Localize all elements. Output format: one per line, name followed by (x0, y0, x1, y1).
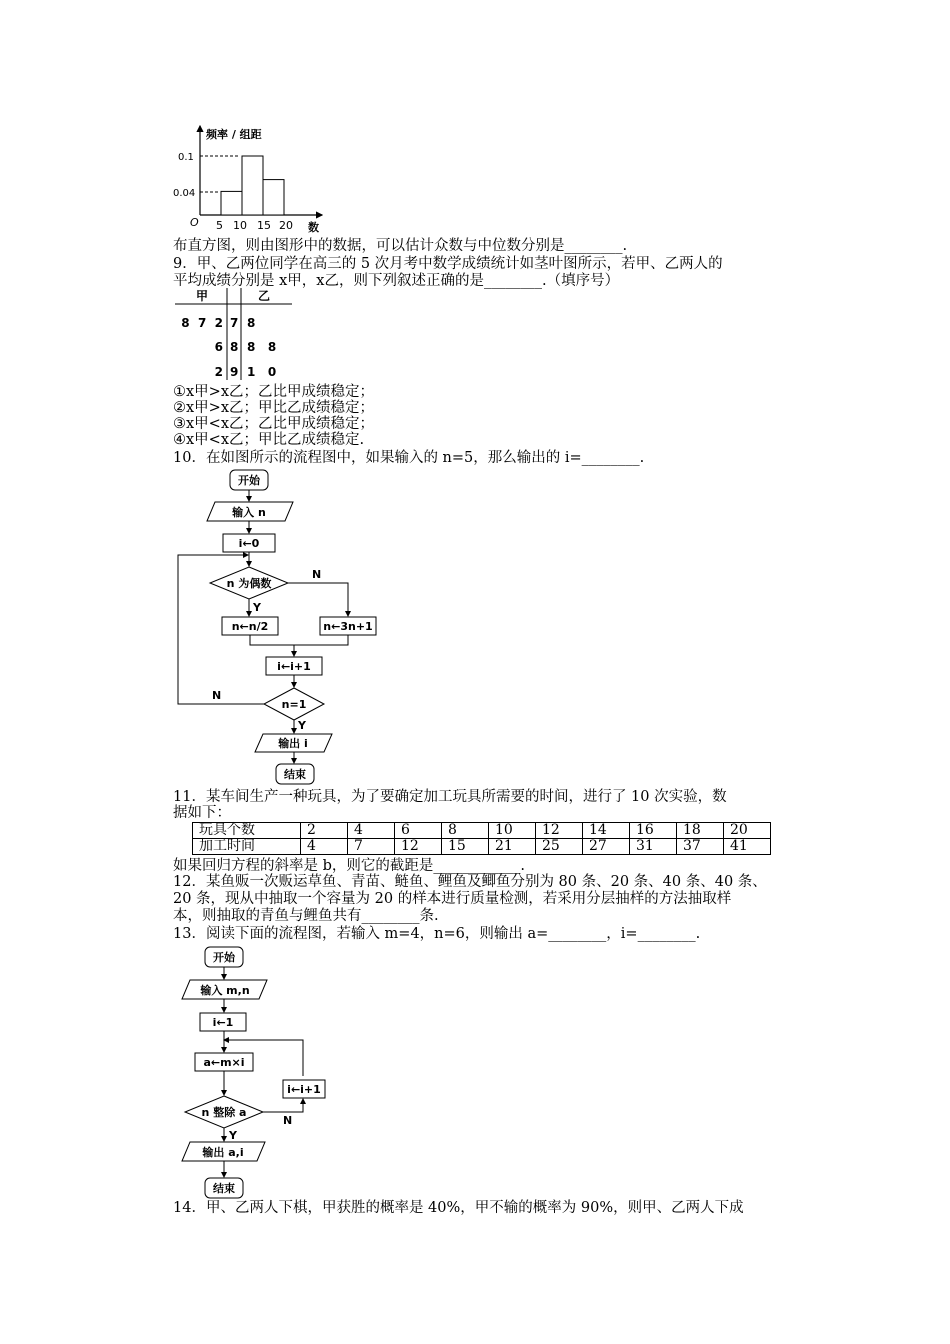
stemleaf-right-1: 8 8 (247, 340, 277, 354)
svg-text:开始: 开始 (213, 951, 235, 964)
svg-text:i←0: i←0 (238, 537, 260, 550)
histogram-ylabel: 频率 / 组距 (206, 128, 262, 141)
flowchart-q10 (170, 465, 390, 790)
option-2: ②x甲>x乙；甲比乙成绩稳定； (173, 400, 375, 416)
stem-leaf-plot (170, 288, 300, 384)
svg-text:n←n/2: n←n/2 (231, 620, 269, 633)
ytick-0.1: 0.1 (178, 152, 194, 163)
svg-text:结束: 结束 (284, 768, 306, 781)
svg-text:开始: 开始 (238, 474, 260, 487)
svg-text:a←m×i: a←m×i (203, 1056, 245, 1069)
ytick-0.04: 0.04 (173, 188, 196, 199)
table-row: 玩具个数 2 4 6 8 10 12 14 16 18 20 (193, 823, 771, 839)
histogram-bar-0 (221, 191, 242, 215)
q13: 13．阅读下面的流程图，若输入 m=4，n=6，则输出 a=________，i=________. (173, 926, 701, 942)
row-label: 玩具个数 (193, 823, 301, 839)
stemleaf-stem-2: 9 (230, 365, 239, 379)
option-4: ④x甲<x乙；甲比乙成绩稳定. (173, 432, 365, 448)
stemleaf-right-0: 8 (247, 316, 256, 330)
xtick-5: 5 (216, 219, 223, 232)
histogram-bar-1 (242, 156, 263, 215)
table-row: 加工时间 4 7 12 15 21 25 27 31 37 41 (193, 839, 771, 855)
q12-line1: 12．某鱼贩一次贩运草鱼、青苗、鲢鱼、鲤鱼及鲫鱼分别为 80 条、20 条、40 条、40 条、 (173, 874, 767, 890)
toy-data-table (192, 822, 771, 855)
xtick-15: 15 (257, 219, 271, 232)
svg-text:N: N (283, 1114, 293, 1127)
q10: 10．在如图所示的流程图中，如果输入的 n=5，那么输出的 i=________. (173, 450, 645, 466)
svg-text:输出 i: 输出 i (278, 737, 308, 750)
q11-line3: 如果回归方程的斜率是 b，则它的截距是____________. (173, 858, 525, 874)
q12-line2: 20 条，现从中抽取一个容量为 20 的样本进行质量检测，若采用分层抽样的方法抽取样 (173, 891, 732, 907)
svg-text:Y: Y (298, 719, 306, 732)
stemleaf-left-2: 2 (214, 365, 223, 379)
svg-text:N: N (212, 689, 222, 702)
svg-text:n←3n+1: n←3n+1 (323, 620, 373, 633)
svg-text:结束: 结束 (213, 1182, 235, 1195)
svg-text:n 整除 a: n 整除 a (201, 1106, 247, 1119)
q9-line1: 9．甲、乙两位同学在高三的 5 次月考中数学成绩统计如茎叶图所示，若甲、乙两人的 (173, 256, 723, 272)
stemleaf-left-0: 8 7 2 (181, 316, 223, 330)
option-3: ③x甲<x乙；乙比甲成绩稳定； (173, 416, 375, 432)
svg-text:输入 n: 输入 n (232, 506, 266, 519)
svg-text:输出 a,i: 输出 a,i (202, 1146, 244, 1159)
q12-line3: 本，则抽取的青鱼与鲤鱼共有________条. (173, 908, 439, 924)
xtick-20: 20 (279, 219, 293, 232)
svg-text:Y: Y (253, 601, 261, 614)
stemleaf-left-1: 6 (214, 340, 223, 354)
flowchart-q13 (175, 942, 345, 1204)
stemleaf-stem-0: 7 (230, 316, 239, 330)
svg-text:i←i+1: i←i+1 (277, 660, 311, 673)
histogram-bar-2 (263, 180, 284, 215)
svg-text:n=1: n=1 (281, 698, 307, 711)
stemleaf-left-header: 甲 (196, 289, 209, 303)
svg-text:n 为偶数: n 为偶数 (226, 577, 272, 590)
svg-text:Y: Y (229, 1129, 237, 1142)
stemleaf-right-2: 1 0 (247, 365, 277, 379)
q11-line1: 11．某车间生产一种玩具，为了要确定加工玩具所需要的时间，进行了 10 次实验，数 (173, 789, 727, 805)
q8-tail: 布直方图，则由图形中的数据，可以估计众数与中位数分别是________. (173, 238, 628, 254)
xtick-10: 10 (233, 219, 247, 232)
histogram (170, 118, 330, 238)
stemleaf-right-header: 乙 (258, 289, 271, 303)
svg-text:N: N (312, 568, 322, 581)
origin-label: O (190, 216, 199, 229)
svg-text:输入 m,n: 输入 m,n (200, 984, 250, 997)
stemleaf-stem-1: 8 (230, 340, 239, 354)
q9-line2: 平均成绩分别是 x甲，x乙，则下列叙述正确的是________.（填序号） (173, 273, 620, 289)
svg-text:i←i+1: i←i+1 (287, 1083, 321, 1096)
svg-text:i←1: i←1 (212, 1016, 234, 1029)
row-label: 加工时间 (193, 839, 301, 855)
q14: 14．甲、乙两人下棋，甲获胜的概率是 40%，甲不输的概率为 90%，则甲、乙两人下成 (173, 1200, 744, 1216)
option-1: ①x甲>x乙；乙比甲成绩稳定； (173, 384, 375, 400)
q11-line2: 据如下： (173, 805, 231, 821)
histogram-xlabel: 数 (308, 221, 319, 234)
